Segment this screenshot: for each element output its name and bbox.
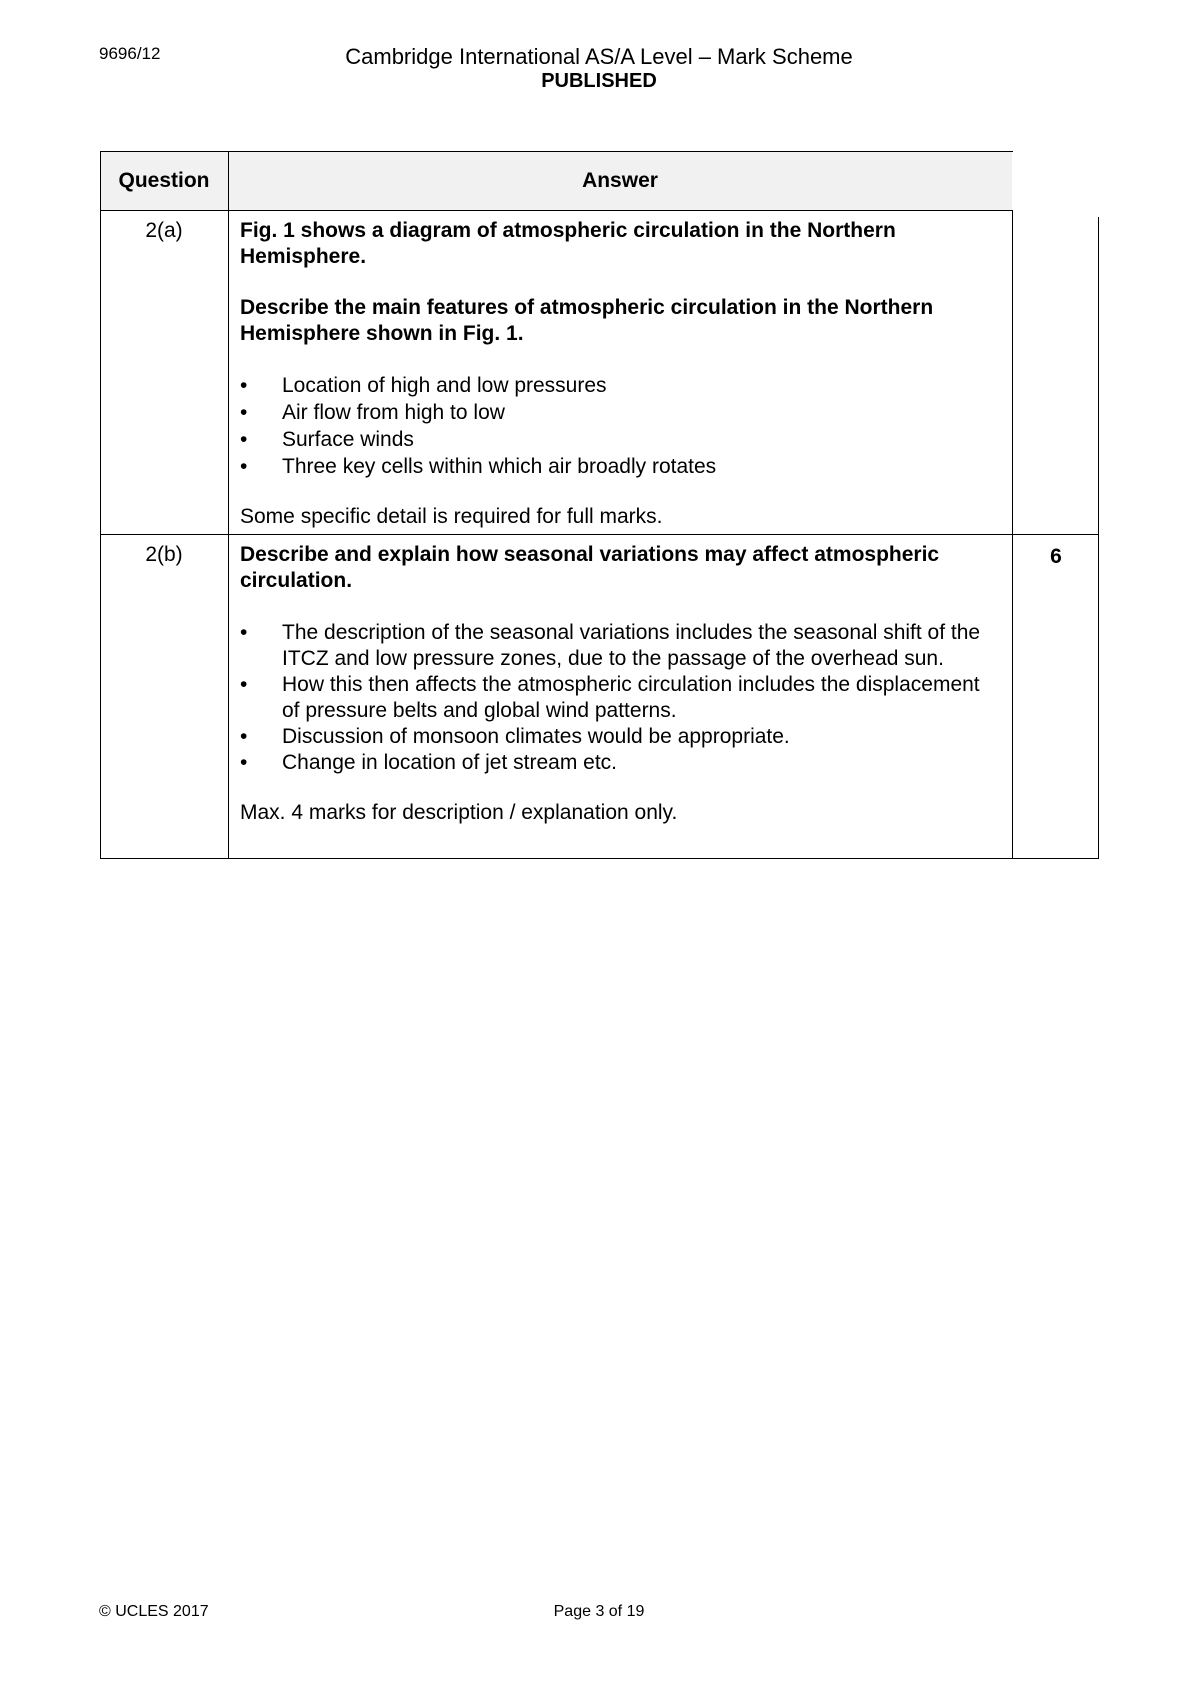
table-left-border [100, 151, 101, 859]
document-title: Cambridge International AS/A Level – Mark Scheme [345, 44, 853, 69]
marking-note: Max. 4 marks for description / explanation only. [240, 801, 678, 824]
copyright-notice: © UCLES 2017 [99, 1603, 209, 1620]
table-header-border [100, 210, 1013, 211]
list-item [240, 672, 1000, 724]
row-divider [100, 534, 1099, 535]
bullet-icon: • [240, 725, 248, 748]
list-item [240, 373, 1000, 399]
list-item [240, 454, 1000, 480]
column-header-question: Question [118, 169, 210, 192]
bullet-icon: • [240, 374, 248, 397]
list-item-text: Air flow from high to low [282, 401, 505, 424]
answer-column-border [1012, 210, 1013, 859]
mark-points-list [240, 373, 1000, 480]
answer-cell [240, 542, 1000, 826]
list-item [240, 750, 1000, 776]
list-item [240, 400, 1000, 426]
bullet-icon: • [240, 673, 248, 696]
list-item-text: Change in location of jet stream etc. [282, 751, 618, 774]
bullet-icon: • [240, 455, 248, 478]
list-item-text: Discussion of monsoon climates would be appropriate. [282, 725, 790, 748]
mark-points-list [240, 620, 1000, 776]
list-item-text: Surface winds [282, 428, 414, 451]
bullet-icon: • [240, 401, 248, 424]
table-bottom-border [100, 858, 1099, 859]
list-item-text: Location of high and low pressures [282, 374, 607, 397]
page-number: Page 3 of 19 [553, 1603, 645, 1620]
list-item-text: The description of the seasonal variations includes the seasonal shift of the ITCZ and low pressure zones, due to the passage of the overhead sun. [282, 621, 981, 670]
question-instruction: Describe the main features of atmospheric circulation in the Northern Hemisphere shown in Fig. 1. [240, 296, 934, 345]
bullet-icon: • [240, 621, 248, 644]
paper-code: 9696/12 [99, 44, 161, 63]
question-prompt: Describe and explain how seasonal variations may affect atmospheric circulation. [240, 543, 940, 592]
bullet-icon: • [240, 428, 248, 451]
table-right-border [1098, 217, 1099, 859]
table-top-border [100, 151, 1013, 152]
question-prompt: Fig. 1 shows a diagram of atmospheric circulation in the Northern Hemisphere. [240, 219, 896, 268]
list-item [240, 724, 1000, 750]
question-number: 2(b) [145, 543, 183, 566]
marks-value: 6 [1050, 545, 1062, 568]
list-item [240, 427, 1000, 453]
answer-cell [240, 218, 1000, 530]
column-header-answer: Answer [582, 169, 658, 192]
question-number: 2(a) [145, 219, 183, 242]
list-item-text: Three key cells within which air broadly rotates [282, 455, 717, 478]
list-item-text: How this then affects the atmospheric circulation includes the displacement of pressure belts and global wind patterns. [282, 673, 980, 722]
marking-note: Some specific detail is required for full marks. [240, 505, 663, 528]
document-status: PUBLISHED [541, 70, 657, 92]
list-item [240, 620, 1000, 672]
question-column-border [228, 151, 229, 859]
bullet-icon: • [240, 751, 248, 774]
